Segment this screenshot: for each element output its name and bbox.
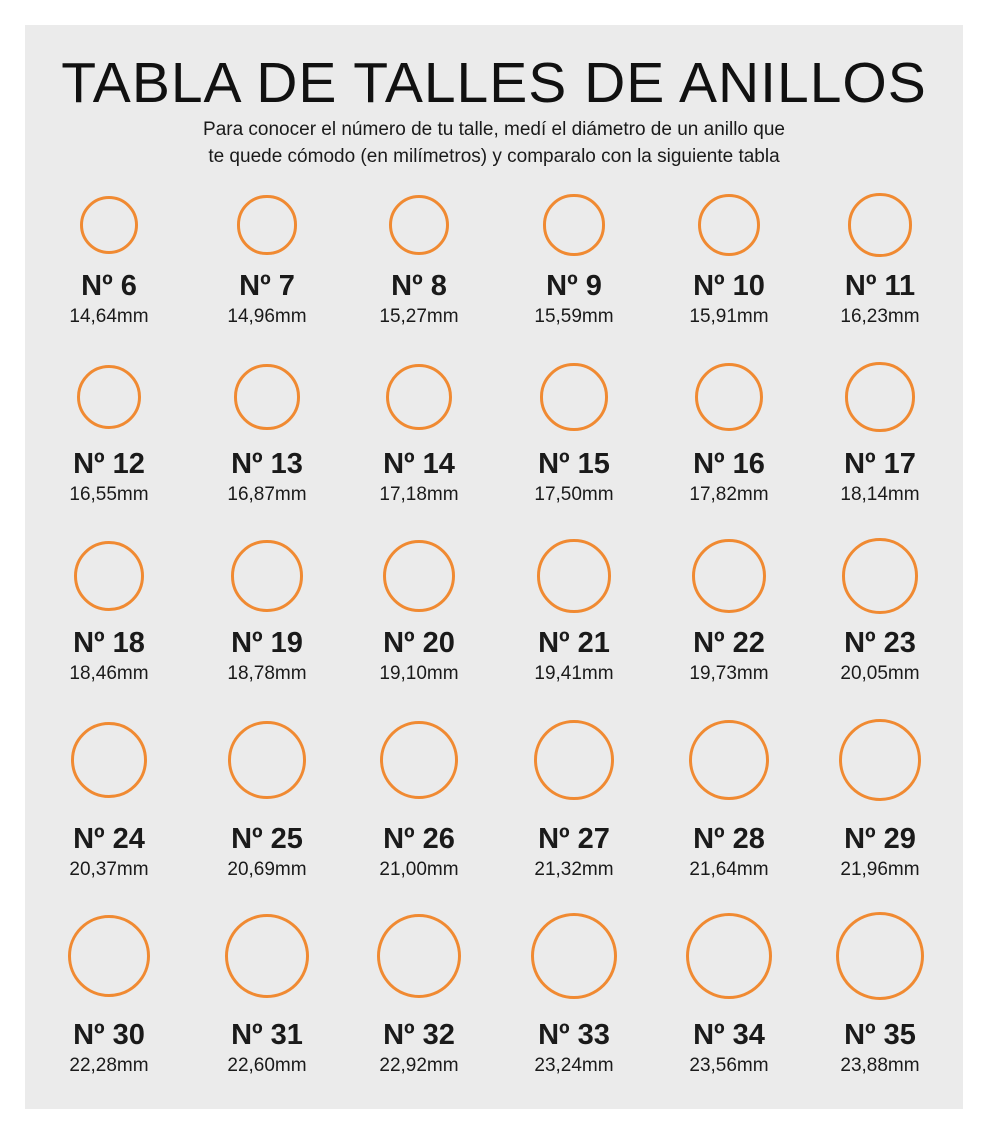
ring-circle-icon — [543, 194, 604, 255]
size-diameter: 21,00mm — [379, 859, 459, 880]
ring-circle-icon — [692, 539, 767, 614]
size-number: Nº 25 — [231, 823, 303, 855]
size-number: Nº 8 — [391, 270, 447, 302]
ring-circle-icon — [71, 722, 148, 799]
ring-circle-icon — [77, 365, 141, 429]
size-number: Nº 16 — [693, 448, 765, 480]
size-diameter: 22,28mm — [69, 1055, 149, 1076]
size-diameter: 16,87mm — [227, 484, 307, 505]
size-number: Nº 23 — [844, 627, 916, 659]
ring-circle-icon — [534, 720, 614, 800]
size-diameter: 22,60mm — [227, 1055, 307, 1076]
size-diameter: 23,24mm — [534, 1055, 614, 1076]
ring-circle-icon — [698, 194, 760, 256]
size-diameter: 15,27mm — [379, 306, 459, 327]
size-diameter: 15,91mm — [689, 306, 769, 327]
size-number: Nº 35 — [844, 1019, 916, 1051]
size-number: Nº 26 — [383, 823, 455, 855]
size-diameter: 22,92mm — [379, 1055, 459, 1076]
size-diameter: 18,14mm — [840, 484, 920, 505]
size-diameter: 20,69mm — [227, 859, 307, 880]
size-number: Nº 10 — [693, 270, 765, 302]
page-title: TABLA DE TALLES DE ANILLOS — [61, 51, 927, 115]
ring-circle-icon — [848, 193, 911, 256]
size-diameter: 21,96mm — [840, 859, 920, 880]
size-diameter: 17,18mm — [379, 484, 459, 505]
size-diameter: 19,41mm — [534, 663, 614, 684]
ring-circle-icon — [537, 539, 610, 612]
ring-circle-icon — [380, 721, 459, 800]
ring-circle-icon — [845, 362, 914, 431]
size-diameter: 16,23mm — [840, 306, 920, 327]
size-diameter: 20,37mm — [69, 859, 149, 880]
size-number: Nº 14 — [383, 448, 455, 480]
ring-circle-icon — [842, 538, 918, 614]
size-diameter: 16,55mm — [69, 484, 149, 505]
size-number: Nº 24 — [73, 823, 145, 855]
size-number: Nº 33 — [538, 1019, 610, 1051]
size-number: Nº 22 — [693, 627, 765, 659]
ring-circle-icon — [531, 913, 617, 999]
size-number: Nº 19 — [231, 627, 303, 659]
size-number: Nº 11 — [844, 270, 916, 302]
size-diameter: 18,46mm — [69, 663, 149, 684]
size-number: Nº 29 — [844, 823, 916, 855]
ring-circle-icon — [377, 914, 462, 999]
ring-circle-icon — [695, 363, 763, 431]
size-number: Nº 6 — [81, 270, 137, 302]
size-diameter: 23,88mm — [840, 1055, 920, 1076]
size-number: Nº 28 — [693, 823, 765, 855]
ring-circle-icon — [234, 364, 299, 429]
size-diameter: 17,82mm — [689, 484, 769, 505]
size-diameter: 17,50mm — [534, 484, 614, 505]
ring-circle-icon — [68, 915, 151, 998]
size-diameter: 19,73mm — [689, 663, 769, 684]
size-number: Nº 17 — [844, 448, 916, 480]
size-number: Nº 13 — [231, 448, 303, 480]
size-number: Nº 27 — [538, 823, 610, 855]
ring-circle-icon — [80, 196, 138, 254]
size-number: Nº 12 — [73, 448, 145, 480]
ring-circle-icon — [836, 912, 924, 1000]
ring-circle-icon — [839, 719, 921, 801]
size-number: Nº 15 — [538, 448, 610, 480]
size-diameter: 18,78mm — [227, 663, 307, 684]
ring-circle-icon — [237, 195, 296, 254]
size-number: Nº 20 — [383, 627, 455, 659]
ring-circle-icon — [231, 540, 302, 611]
subtitle-line-2: te quede cómodo (en milímetros) y comparalo con la siguiente tabla — [208, 146, 780, 167]
subtitle-line-1: Para conocer el número de tu talle, medí el diámetro de un anillo que — [203, 119, 785, 140]
ring-circle-icon — [386, 364, 452, 430]
size-number: Nº 34 — [693, 1019, 765, 1051]
size-number: Nº 30 — [73, 1019, 145, 1051]
ring-circle-icon — [540, 363, 607, 430]
size-number: Nº 32 — [383, 1019, 455, 1051]
size-diameter: 14,64mm — [69, 306, 149, 327]
size-diameter: 19,10mm — [379, 663, 459, 684]
ring-circle-icon — [228, 721, 306, 799]
ring-circle-icon — [383, 540, 455, 612]
size-diameter: 23,56mm — [689, 1055, 769, 1076]
size-diameter: 14,96mm — [227, 306, 307, 327]
size-number: Nº 31 — [231, 1019, 303, 1051]
ring-circle-icon — [225, 914, 309, 998]
size-diameter: 21,32mm — [534, 859, 614, 880]
size-number: Nº 18 — [73, 627, 145, 659]
ring-circle-icon — [389, 195, 449, 255]
size-diameter: 21,64mm — [689, 859, 769, 880]
ring-circle-icon — [689, 720, 770, 801]
size-diameter: 20,05mm — [840, 663, 920, 684]
size-number: Nº 21 — [538, 627, 610, 659]
ring-circle-icon — [74, 541, 144, 611]
size-number: Nº 7 — [239, 270, 295, 302]
size-chart-panel — [25, 25, 963, 1109]
size-diameter: 15,59mm — [534, 306, 614, 327]
size-number: Nº 9 — [546, 270, 602, 302]
